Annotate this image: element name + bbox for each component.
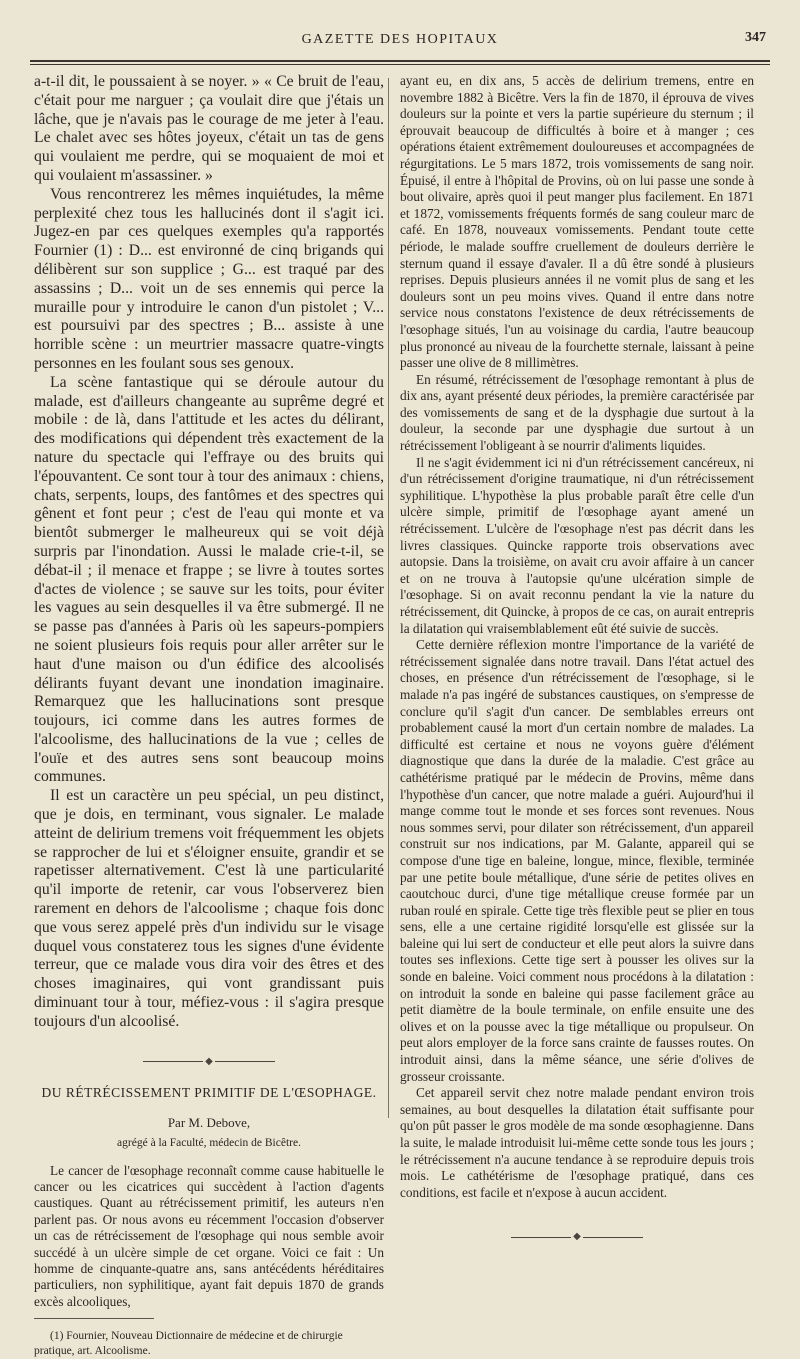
- header-rule: [30, 60, 770, 65]
- right-paragraph: Il ne s'agit évidemment ici ni d'un rétrécissement cancéreux, ni d'un rétrécissement d'origine traumatique, ni d'un rétrécissement syphilitique. L'hypothèse la plus probable paraît être celle d'un ulcère simple, primitif de l'œsophage ayant amené un rétrécissement. L'ulcère de l'œsophage n'est pas décrit dans les livres classiques. Quincke rapporte trois observations avec autopsie. Dans la troisième, on avait cru avoir affaire à un cancer et on ne trouva à l'autopsie qu'une ulcération simple de l'œsophage. Si on avait reconnu pendant la vie la nature du rétrécissement, dit Quincke, à propos de ce cas, on aurait entrepris la dilatation qui vraisemblablement eût été suivie de succès.: [400, 454, 754, 636]
- article-paragraph: Le cancer de l'œsophage reconnaît comme cause habituelle le cancer ou les cicatrices qui succèdent à l'action d'agents caustiques. Quant au rétrécissement primitif, les auteurs n'en parlent pas. Or nous avons eu récemment l'occasion d'observer un cas de rétrécissement de l'œsophage qui nous semble avoir succédé à un ulcère simple de cet organe. Voici ce fait : Un homme de cinquante-quatre ans, sans antécédents héréditaires particuliers, non syphilitique, ayant fait depuis 1870 de grands excès alcooliques,: [34, 1162, 384, 1309]
- article-affiliation: agrégé à la Faculté, médecin de Bicêtre.: [117, 1136, 301, 1149]
- left-paragraph: a-t-il dit, le poussaient à se noyer. » « Ce bruit de l'eau, c'était pour me narguer ; ça voulait dire que j'étais un lâche, que je n'avais pas le courage de me jeter à l'eau. Le chalet avec ses hôtes joyeux, c'était un tas de gens qui voulaient me perdre, qui se moquaient de moi et qui voulaient m'assassiner. »: [34, 73, 384, 184]
- right-paragraph: Cette dernière réflexion montre l'importance de la variété de rétrécissement signalée dans notre travail. Dans l'état actuel des choses, en présence d'un rétrécissement de l'œsophage, si le malade n'a pas ingéré de substances caustiques, on s'empresse de conclure qu'il s'agit d'un cancer. De semblables erreurs ont probablement causé la mort d'un certain nombre de malades. La difficulté est certaine et nous ne voyons guère d'élément diagnostique que dans la durée de la maladie. C'est grâce au cathétérisme pratiqué par le médecin de Provins, même dans l'hypothèse d'un cancer, que notre malade a guéri. Aujourd'hui il mange comme tout le monde et ses forces sont revenues. Nous nous sommes servi, pour dilater son rétrécissement, d'un appareil construit sur nos indications, par M. Galante, appareil qui se compose d'une tige en baleine, longue, mince, flexible, terminée par une petite boule métallique, d'une série de petites olives en caoutchouc durci, d'une tige métallique creuse formée par un ruban roulé en spirale. Cette tige très flexible peut se plier en tous sens, elle a une certaine rigidité lorsqu'elle est glissée sur la baleine qui lui sert de conducteur et elle peut alors la suivre dans toutes ses inflexions. Cette tige sert à pousser les olives sur la sonde en baleine. Voici comment nous procédons à la dilatation : on introduit la sonde en baleine qui passe facilement grâce au petit diamètre de la boule terminale, on enfile ensuite une des olives et on la pousse avec la tige métallique ou propulseur. On peut alors employer de la force sans crainte de fausses routes. On introduit ainsi, dans la même séance, une série d'olives de grosseur croissante.: [400, 637, 754, 1084]
- left-paragraph: Vous rencontrerez les mêmes inquiétudes, la même perplexité chez tous les hallucinés dont il s'agit ici. Jugez-en par ces quelques exemples qu'a rapportés Fournier (1) : D... est environné de cinq brigands qui délibèrent sur son supplice ; G... est traqué par des assassins ; D... voit un de ses ennemis qui perce la muraille pour y introduire le canon d'un pistolet ; V... est poursuivi par des spectres ; B... assiste à une horrible scène : un meurtrier massacre quatre-vingts personnes en les foulant sous ses genoux.: [34, 185, 384, 372]
- right-paragraph: Cet appareil servit chez notre malade pendant environ trois semaines, au bout desquelles la dilatation était suffisante pour qu'on pût passer le gros modèle de ma sonde œsophagienne. Dans la suite, le malade introduisit lui-même cette sonde tous les jours ; le rétrécissement n'a aucune tendance à se reproduire depuis trois mois. Le cathétérisme de l'œsophage pratiqué, dans ces conditions, est facile et n'expose à aucun accident.: [400, 1085, 754, 1200]
- left-paragraph: La scène fantastique qui se déroule autour du malade, est d'ailleurs changeante au suprême degré et mobile : de là, dans l'attitude et les actes du délirant, des modifications qui dépendent très exactement de la nature du spectacle qui l'effraye ou des bruits qui l'épouvantent. Ce sont tour à tour des animaux : chiens, chats, serpents, loups, des fantômes et des spectres qui gênent et font peur ; c'est de l'eau qui monte et va bientôt submerger le malheureux qui se voit déjà surpris par l'inondation. Aussi le malade crie-t-il, se débat-il ; il menace et frappe ; se livre à toutes sortes d'actes de violence ; se sauve sur les toits, pour éviter les vagues au sein desquelles il va être submergé. Il ne se passe pas d'années à Paris où les sapeurs-pompiers ne soient plusieurs fois requis pour aller arrêter sur le haut d'une maison ou d'un édifice des alcoolisés délirants fuyant devant une inondation imaginaire. Remarquez que les hallucinations sont presque toujours, ici comme dans les autres formes de l'alcoolisme, des hallucinations de la vue ; celles de l'ouïe et des autres sens sont beaucoup moins communes.: [34, 373, 384, 786]
- footnote-rule: [34, 1318, 154, 1319]
- end-ornament: ◆: [400, 1231, 754, 1242]
- left-column: [34, 73, 384, 1359]
- column-divider: [388, 78, 389, 1118]
- section-ornament: ◆: [34, 1056, 384, 1067]
- page-number: 347: [745, 30, 766, 45]
- journal-title: GAZETTE DES HOPITAUX: [301, 32, 499, 47]
- right-paragraph: ayant eu, en dix ans, 5 accès de delirium tremens, entre en novembre 1882 à Bicêtre. Vers la fin de 1870, il éprouva de vives douleurs sur la pointe et vers la partie supérieure du sternum ; il éprouvait beaucoup de difficultés à boire et à manger ; ces opérations étaient extrêmement douloureuses et accompagnées de régurgitations. Le 5 mars 1872, trois vomissements de sang noir. Épuisé, il entre à l'hôpital de Provins, où on lui passe une sonde à bout olivaire, après quoi il peut manger plus facilement. En 1871 et 1872, vomissements fréquents formés de sang couleur marc de café. En 1878, nouveaux vomissements. Pendant toute cette période, le malade souffre cruellement de douleurs derrière le sternum quand il essaye d'avaler. Il a dû être sondé à plusieurs reprises. Depuis plusieurs années il ne vomit plus de sang et les douleurs sont un peu moins vives. Quand il entre dans notre service nous constatons l'existence de deux rétrécissements de l'œsophage situés, l'un au voisinage du cardia, l'autre beaucoup plus prononcé au niveau de la fourchette sternale, laissant à peine passer une olive de 8 millimètres.: [400, 73, 754, 371]
- left-paragraph: Il est un caractère un peu spécial, un peu distinct, que je dois, en terminant, vous signaler. Le malade atteint de delirium tremens voit fréquemment les objets se rapprocher de lui et s'éloigner ensuite, grandir et se rapetisser alternativement. C'est là une particularité qu'il importe de retenir, car vous l'observerez bien rarement en dehors de l'alcoolisme ; chaque fois donc que vous serez appelé près d'un individu sur le visage duquel vous constaterez tous les signes d'une évidente terreur, que ce malade vous dira voir des êtres et des choses imaginaires, qui vont grandissant puis diminuant tour à tour, méfiez-vous : il s'agira presque toujours d'un alcoolisé.: [34, 787, 384, 1030]
- footnote: (1) Fournier, Nouveau Dictionnaire de médecine et de chirurgie pratique, art. Alcoolisme.: [34, 1330, 343, 1358]
- article-byline: Par M. Debove,: [167, 1114, 251, 1130]
- article-title: DU RÉTRÉCISSEMENT PRIMITIF DE L'ŒSOPHAGE.: [41, 1084, 377, 1100]
- right-paragraph: En résumé, rétrécissement de l'œsophage remontant à plus de dix ans, ayant présenté deux périodes, la première caractérisée par des vomissements de sang et de la dysphagie due surtout à la douleur, la seconde par une dysphagie due surtout à un rétrécissement l'obligeant à se nourrir d'aliments liquides.: [400, 371, 754, 454]
- page-header: [30, 30, 770, 54]
- right-column: [400, 73, 754, 1242]
